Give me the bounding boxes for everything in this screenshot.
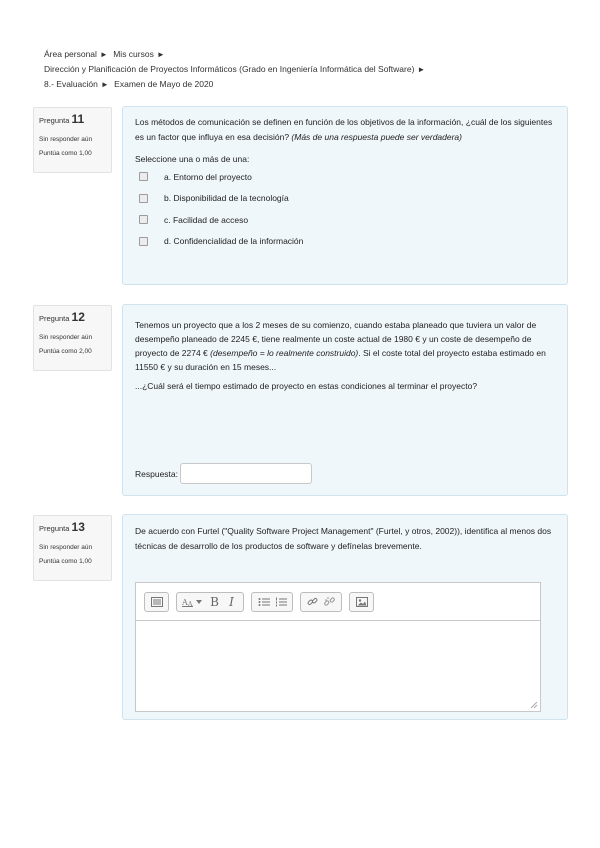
answer-row	[135, 463, 312, 484]
toolbar-toggle-button[interactable]	[148, 593, 165, 611]
breadcrumb-separator-icon: ►	[99, 50, 108, 59]
svg-text:A: A	[188, 600, 193, 607]
option-b[interactable]: b. Disponibilidad de la tecnología	[139, 188, 555, 210]
option-c[interactable]: c. Facilidad de acceso	[139, 209, 555, 231]
text-editor	[135, 582, 541, 712]
question-hint: (Más de una respuesta puede ser verdadera)	[291, 131, 462, 142]
question-status: Sin responder aún	[39, 334, 93, 341]
bullet-list-icon	[258, 597, 270, 607]
question-number: Pregunta 13	[39, 520, 85, 534]
font-style-icon	[182, 597, 204, 607]
breadcrumb-course[interactable]: Dirección y Planificación de Proyectos Informáticos (Grado en Ingeniería Informática del Software)	[44, 64, 415, 74]
question-box-11	[122, 106, 568, 285]
question-box-13	[122, 514, 568, 720]
image-icon	[356, 597, 368, 607]
insert-image-button[interactable]	[353, 593, 370, 611]
option-d[interactable]: d. Confidencialidad de la información	[139, 231, 555, 253]
question-points: Puntúa como 1,00	[39, 558, 92, 565]
question-points: Puntúa como 1,00	[39, 150, 92, 157]
breadcrumb-mis-cursos[interactable]: Mis cursos	[113, 49, 154, 59]
editor-textarea[interactable]	[136, 621, 540, 711]
link-button[interactable]	[304, 593, 321, 611]
breadcrumb-area-personal[interactable]: Área personal	[44, 49, 97, 59]
question-info-13	[33, 515, 112, 581]
toolbar-group-media	[349, 592, 374, 612]
question-box-12	[122, 304, 568, 496]
answer-input[interactable]	[180, 463, 312, 484]
question-number: Pregunta 12	[39, 310, 85, 324]
svg-text:A: A	[182, 597, 188, 607]
question-number: Pregunta 11	[39, 112, 85, 126]
unlink-button[interactable]	[321, 593, 338, 611]
breadcrumb-separator-icon: ►	[100, 80, 109, 89]
option-checkbox[interactable]	[139, 237, 148, 246]
toolbar-group-lists	[251, 592, 293, 612]
question-note: (desempeño = lo realmente construido)	[210, 348, 359, 358]
option-a[interactable]: a. Entorno del proyecto	[139, 166, 555, 188]
option-checkbox[interactable]	[139, 215, 148, 224]
font-style-button[interactable]	[180, 593, 206, 611]
breadcrumb-separator-icon: ►	[417, 65, 426, 74]
breadcrumb-examen[interactable]: Examen de Mayo de 2020	[114, 79, 214, 89]
question-text: De acuerdo con Furtel ("Quality Software Project Management" (Furtel, y otros, 2002)), identifica al menos dos técnicas de desarrollo de los productos de software y defínelas brevemente.	[135, 526, 552, 551]
question-info-11	[33, 107, 112, 173]
unlink-icon	[324, 596, 335, 607]
breadcrumb-evaluacion[interactable]: 8.- Evaluación	[44, 79, 98, 89]
question-points: Puntúa como 2,00	[39, 348, 92, 355]
options-list	[135, 166, 555, 252]
numbered-list-button[interactable]	[272, 593, 289, 611]
editor-toolbar	[136, 583, 540, 621]
link-icon	[307, 596, 318, 607]
question-text: Tenemos un proyecto que a los 2 meses de su comienzo, cuando estaba planeado que tuviera un valor de desempeño planeado de 2245 €, tiene realmente un coste actual de 1980 € y un coste de desempeño de proyecto de 2274 € (desempeño = lo realmente construido). Si el coste total del proyecto estaba estimado en 11550 € y su duración en 15 meses...	[135, 320, 546, 372]
bold-button[interactable]: B	[210, 594, 219, 609]
toolbar-group-toggle	[144, 592, 169, 612]
toolbar-toggle-icon	[151, 597, 163, 607]
breadcrumb-separator-icon: ►	[156, 50, 165, 59]
question-status: Sin responder aún	[39, 544, 93, 551]
italic-button[interactable]: I	[229, 594, 234, 609]
question-status: Sin responder aún	[39, 136, 93, 143]
question-subtext: ...¿Cuál será el tiempo estimado de proyecto en estas condiciones al terminar el proyecto?	[135, 381, 478, 391]
toolbar-group-format	[176, 592, 244, 612]
resize-handle-icon[interactable]	[530, 701, 538, 709]
breadcrumb	[44, 47, 544, 92]
numbered-list-icon	[275, 597, 287, 607]
option-checkbox[interactable]	[139, 194, 148, 203]
option-checkbox[interactable]	[139, 172, 148, 181]
question-info-12	[33, 305, 112, 371]
bullet-list-button[interactable]	[255, 593, 272, 611]
toolbar-group-links	[300, 592, 342, 612]
question-text: Los métodos de comunicación se definen en función de los objetivos de la información, ¿cuál de los siguientes es un factor que influya en esa decisión? (Más de una respuesta puede ser verdadera)	[135, 117, 553, 142]
answer-prompt: Seleccione una o más de una:	[135, 154, 250, 164]
answer-label: Respuesta:	[135, 468, 178, 479]
